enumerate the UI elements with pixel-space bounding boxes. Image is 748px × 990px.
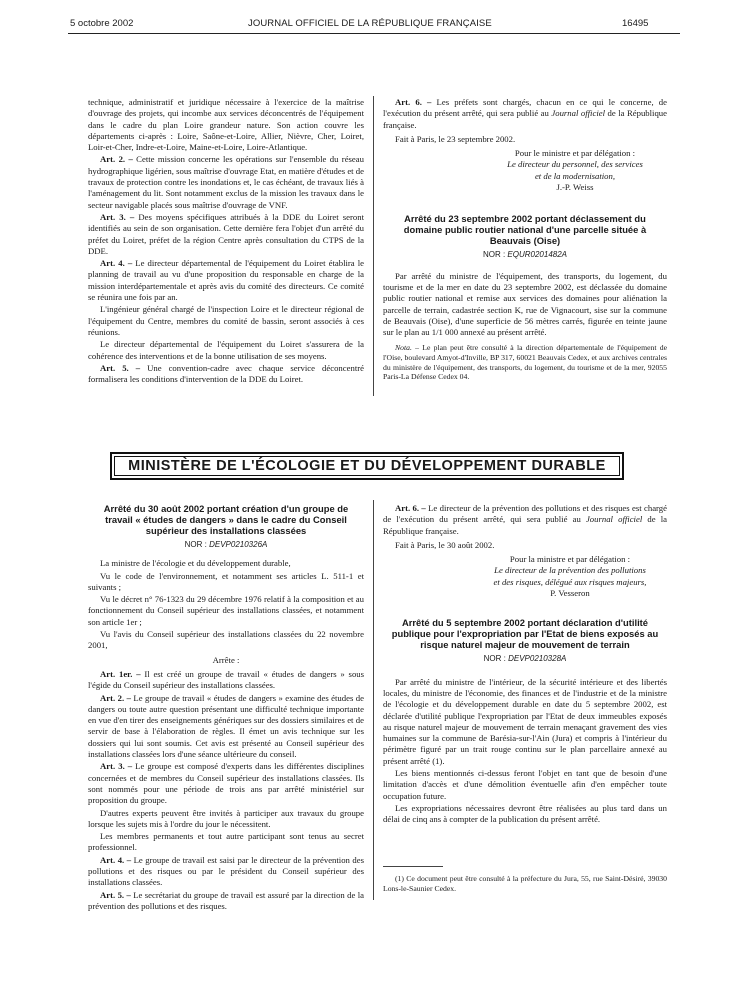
header-rule: [68, 33, 680, 34]
decree-title: Arrêté du 5 septembre 2002 portant déclaration d'utilité publique pour l'expropriation par l'Etat de biens exposés au risque naturel majeur de mouvement de terrain: [391, 617, 659, 651]
footnote: (1) Ce document peut être consulté à la préfecture du Jura, 55, rue Saint-Désiré, 39030 Lons-le-Saunier Cedex.: [383, 874, 667, 893]
paragraph: Par arrêté du ministre de l'intérieur, de la sécurité intérieure et des libertés locales, du ministre de l'économie, des finances et de l'industrie et de la ministre de l'écologie et du développement durable en date du 5 septembre 2002, est déclarée d'utilité publique l'expropriation par l'Etat de deux immeubles exposés au risque naturel majeur de mouvement de terrain menaçant gravement des vies humaines sur la commune de Barésia-sur-l'Ain (Jura) et compris à l'intérieur du périmètre figuré par un trait rouge continu sur le plan parcellaire annexé au présent arrêté (1).: [383, 676, 667, 766]
article-5: Art. 5. – Le secrétariat du groupe de travail est assuré par la direction de la prévention des pollutions et des risques.: [88, 889, 365, 911]
paragraph: technique, administratif et juridique nécessaire à l'exercice de la maîtrise d'ouvrage des projets, qui incombe aux services déconcentrés de l'équipement dans le cadre du plan Loire grandeur nature. Son action couvre les départements ci-après : Loire, Saône-et-Loire, Allier, Nièvre, Cher, Loiret, Loir-et-Cher, Indre-et-Loire, Maine-et-Loire, Loire-Atlantique.: [88, 97, 364, 153]
paragraph: Les expropriations nécessaires devront être réalisées au plus tard dans un délai de cinq ans à compter de la publication du présent arrêté.: [383, 802, 667, 825]
right-top-column: [383, 97, 667, 383]
signature-block: Pour la ministre et par délégation : Le directeur de la prévention des pollutions et des risques, délégué aux risques majeurs, P. Vesseron: [493, 554, 647, 599]
paragraph: La ministre de l'écologie et du développement durable,: [100, 558, 291, 569]
page-number: 16495: [622, 18, 649, 29]
article-5: Art. 5. – Une convention-cadre avec chaque service déconcentré formalisera les conditions d'intervention de la DDE du Loiret.: [88, 362, 364, 385]
paragraph: Vu le décret n° 76-1323 du 29 décembre 1976 relatif à la composition et au fonctionnement du Conseil supérieur des installations classées, et notamment son article 1er ;: [88, 594, 364, 627]
paragraph: Vu l'avis du Conseil supérieur des installations classées du 22 novembre 2001,: [88, 629, 364, 651]
nota: Nota. – Le plan peut être consulté à la direction départementale de l'équipement de l'Oise, boulevard Amyot-d'Inville, BP 317, 60021 Beauvais Cedex, et aux archives centrales du ministère de l'équipement, des transports, du logement, du tourisme et de la mer, 92055 Paris-La Défense Cedex 04.: [383, 343, 667, 382]
arrete-heading: Arrête :: [212, 654, 240, 665]
nor-reference: NOR : DEVP0210326A: [184, 540, 268, 549]
journal-title: JOURNAL OFFICIEL DE LA RÉPUBLIQUE FRANÇAISE: [248, 18, 492, 29]
decree-title: Arrêté du 30 août 2002 portant création d'un groupe de travail « études de dangers » dans le cadre du Conseil supérieur des installations classées: [103, 503, 349, 536]
article-6: Art. 6. – Le directeur de la prévention des pollutions et des risques est chargé de l'exécution du présent arrêté, qui sera publié au Journal officiel de la République française.: [383, 503, 667, 536]
decree-title: Arrêté du 23 septembre 2002 portant déclassement du domaine public routier national d'une parcelle située à Beauvais (Oise): [403, 213, 647, 247]
article-6: Art. 6. – Les préfets sont chargés, chacun en ce qui le concerne, de l'exécution du présent arrêté, qui sera publié au Journal officiel de la République française.: [383, 97, 667, 130]
nor-reference: NOR : DEVP0210328A: [483, 654, 567, 664]
article-3: Art. 3. – Des moyens spécifiques attribués à la DDE du Loiret seront identifiés au sein de son organisation. Cette dernière fera l'objet d'un arrêté du préfet du Loiret, préfet de la région Centre après consultation du CTPS de la DDE.: [88, 211, 365, 256]
left-bottom-column: [88, 503, 364, 913]
issue-date: 5 octobre 2002: [70, 18, 134, 29]
signature-block: Pour le ministre et par délégation : Le directeur du personnel, des services et de la modernisation, J.-P. Weiss: [507, 148, 643, 193]
paragraph: L'ingénieur général chargé de l'inspection Loire et le directeur régional de l'équipement du Centre, membres du comité de bassin, seront associés à ces réunions.: [88, 304, 364, 337]
paragraph: D'autres experts peuvent être invités à participer aux travaux du groupe lorsque les sujets mis à l'ordre du jour le nécessitent.: [88, 807, 364, 829]
column-divider: [373, 500, 374, 900]
paragraph: Les membres permanents et tout autre participant sont tenus au secret professionnel.: [88, 831, 364, 853]
article-3: Art. 3. – Le groupe est composé d'experts dans les différentes disciplines concernées et de membres du Conseil supérieur des installations classées. Ils sont nommés pour une période de trois ans par arrêté ministériel sur proposition du groupe.: [88, 761, 364, 806]
left-top-column: [88, 97, 364, 386]
footnote-rule: [383, 866, 443, 867]
right-bottom-column: [383, 503, 667, 827]
paragraph: Par arrêté du ministre de l'équipement, des transports, du logement, du tourisme et de la mer en date du 23 septembre 2002, est déclassée du domaine public routier national et remise aux services des domaines pour aliénation la parcelle de terrain, cadastrée section K, rue de Vignacourt, sise sur la commune de Beauvais (Oise), d'une superficie de 56 mètres carrés, figurée en teinte jaune sur le plan au 1/1 000 annexé au présent arrêté.: [383, 270, 667, 338]
article-2: Art. 2. – Le groupe de travail « études de dangers » examine des études de dangers ou toute autre question présentant une difficulté technique importante en vue d'en tirer des enseignements génériques sur des dossiers similaires et de servir de base à l'élaboration de règles. Il émet un avis technique sur les dossiers qui lui sont soumis. Cet avis est présenté au Conseil supérieur des installations classées lors d'une séance ultérieure du conseil.: [88, 692, 364, 760]
fait-line: Fait à Paris, le 30 août 2002.: [395, 539, 495, 550]
nor-reference: NOR : EQUR0201482A: [482, 250, 568, 260]
paragraph: Vu le code de l'environnement, et notamment ses articles L. 511-1 et suivants ;: [88, 570, 364, 592]
ministry-banner: MINISTÈRE DE L'ÉCOLOGIE ET DU DÉVELOPPEMENT DURABLE: [110, 452, 624, 480]
paragraph: Le directeur départemental de l'équipement du Loiret s'assurera de la cohérence des interventions et de la bonne utilisation de ses moyens.: [88, 339, 364, 361]
article-1: Art. 1er. – Il est créé un groupe de travail « études de dangers » sous l'égide du Conseil supérieur des installations classées.: [88, 668, 365, 691]
column-divider: [373, 96, 374, 396]
article-2: Art. 2. – Cette mission concerne les opérations sur l'ensemble du réseau hydrographique ligérien, sous maîtrise d'ouvrage Etat, en matière d'études et de travaux de protection contre les inondations et, le cas échéant, de travaux liés à l'aménagement du lit. Sont notamment exclus de la mission les travaux dans le secteur navigable placés sous maîtrise d'ouvrage de VNF.: [88, 154, 364, 210]
fait-line: Fait à Paris, le 23 septembre 2002.: [395, 133, 516, 144]
paragraph: Les biens mentionnés ci-dessus feront l'objet en tant que de besoin d'une limitation d'accès et d'une démolition éventuelle afin d'en empêcher toute occupation future.: [383, 768, 667, 801]
article-4: Art. 4. – Le directeur départemental de l'équipement du Loiret établira le planning de travail au vu d'une proposition du responsable en charge de la mission interdépartementale et après avis du comité des directeurs. Ce comité se réunira une fois par an.: [88, 258, 364, 303]
article-4: Art. 4. – Le groupe de travail est saisi par le directeur de la prévention des pollutions et des risques ou par le président du Conseil supérieur des installations classées.: [88, 854, 364, 888]
